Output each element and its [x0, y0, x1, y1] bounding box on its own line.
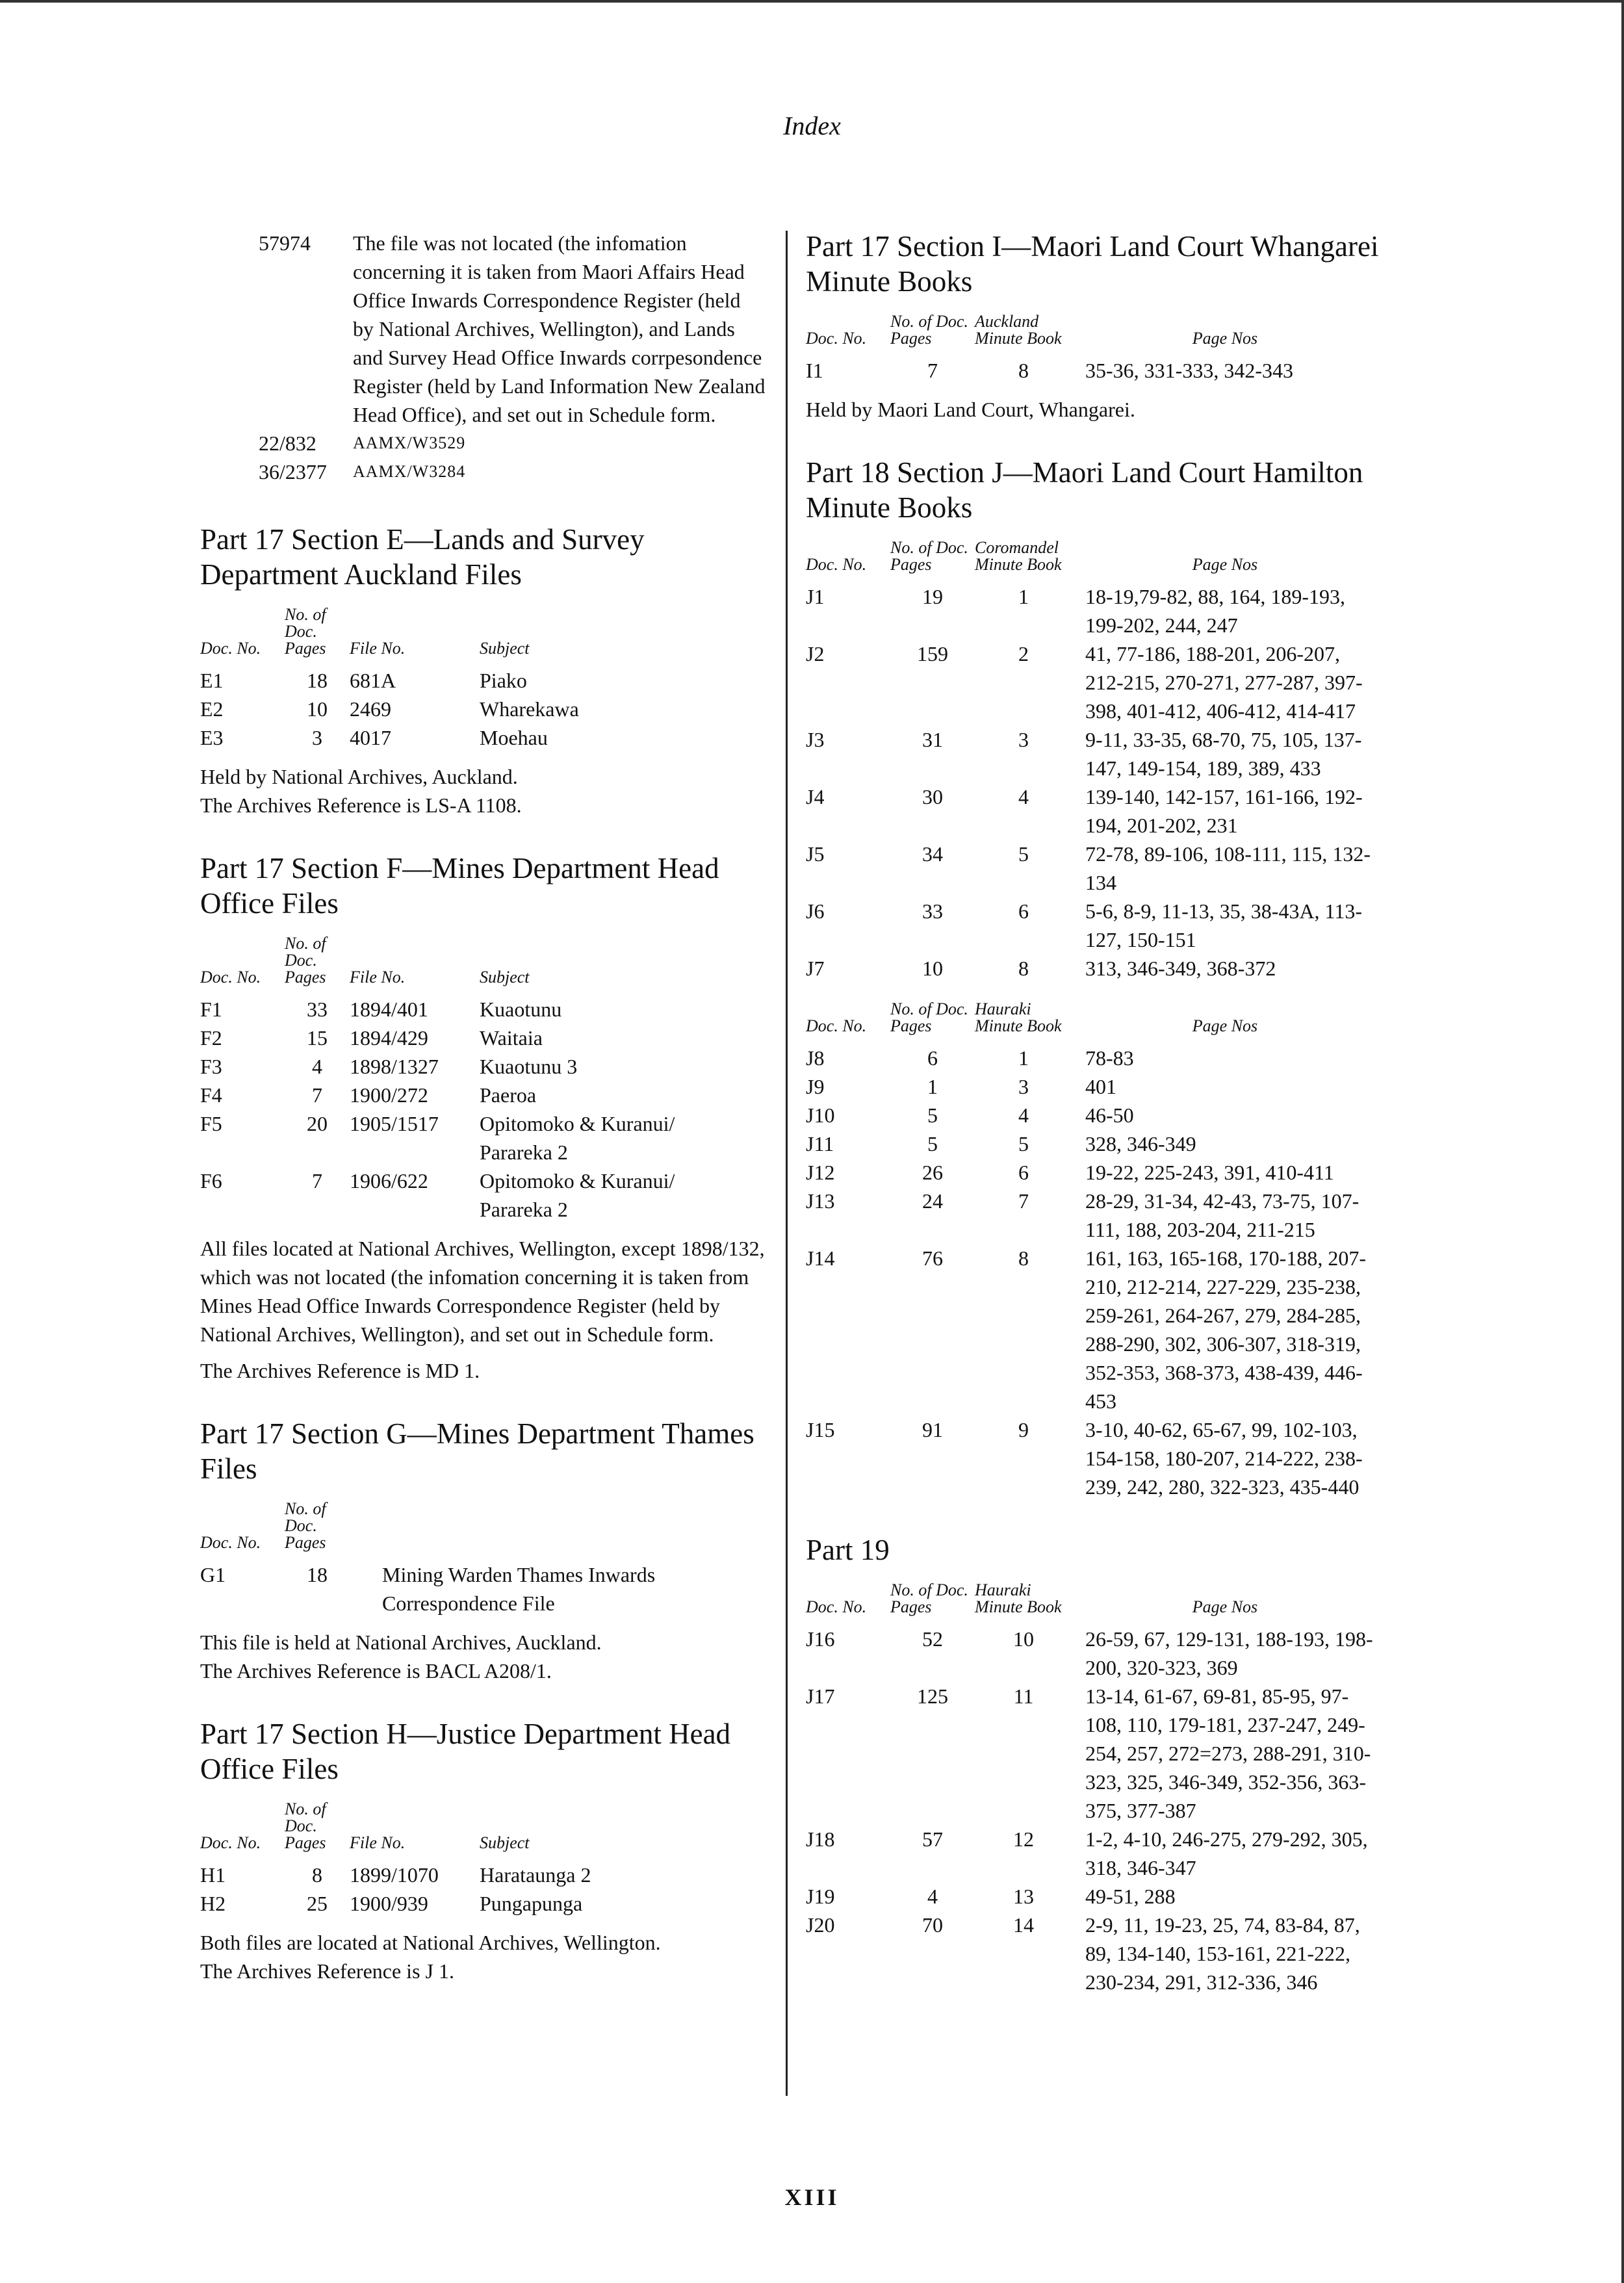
table-row	[806, 1911, 1378, 1996]
doc-no: J15	[806, 1418, 835, 1441]
section-note	[806, 395, 1404, 424]
subject: Wharekawa	[480, 697, 579, 721]
file-number: 36/2377	[259, 460, 327, 484]
pages: 26	[922, 1161, 943, 1184]
doc-no: J17	[806, 1684, 835, 1708]
file-no: 4017	[350, 726, 391, 749]
subject: Opitomoko & Kuranui/ Parareka 2	[480, 1112, 675, 1164]
section-e	[200, 522, 766, 819]
doc-no: I1	[806, 359, 823, 382]
minute-book-table	[806, 1582, 1378, 1996]
section-heading: Part 17 Section H—Justice Department Head Office Files	[200, 1718, 731, 1785]
table-row	[200, 995, 727, 1024]
note-line: Both files are located at National Archives, Wellington.	[200, 1931, 661, 1954]
file-entry	[259, 458, 766, 486]
header-doc-no: Doc. No.	[806, 555, 867, 574]
scan-edge-top	[0, 0, 1624, 3]
table-header-row	[200, 1501, 746, 1560]
doc-no: J5	[806, 842, 825, 866]
pages: 125	[917, 1684, 948, 1708]
table-row	[806, 954, 1378, 983]
doc-no: J19	[806, 1885, 835, 1908]
section-heading: Part 18 Section J—Maori Land Court Hamilton Minute Books	[806, 456, 1363, 524]
file-description: The file was not located (the infomation concerning it is taken from Maori Affairs Head Office Inwards Correspondence Register (held by National Archives, Wellington), and Lands and Survey Head Office Inwards corrpesondence Register (held by Land Information New Zealand Head Office), and set out in Schedule form.	[353, 231, 766, 426]
doc-no: J4	[806, 785, 825, 808]
doc-no: F5	[200, 1112, 222, 1135]
scan-edge-right	[1621, 0, 1624, 2283]
file-entry	[259, 229, 766, 429]
book: 11	[1013, 1684, 1034, 1708]
table-row	[806, 1244, 1378, 1415]
header-subject: Subject	[480, 1833, 530, 1852]
page-nos: 78-83	[1085, 1046, 1134, 1070]
table-row	[200, 1109, 727, 1167]
book: 6	[1018, 1161, 1029, 1184]
table-row	[200, 723, 727, 752]
header-pages: No. of Doc. Pages	[285, 605, 326, 658]
table-row	[806, 840, 1378, 897]
doc-no: J13	[806, 1189, 835, 1213]
file-no: 1899/1070	[350, 1863, 439, 1887]
files-table	[200, 606, 727, 752]
doc-no: J8	[806, 1046, 825, 1070]
section-note	[200, 1234, 766, 1385]
subject: Kuaotunu 3	[480, 1055, 578, 1078]
doc-no: J11	[806, 1132, 834, 1155]
table-row	[806, 1044, 1378, 1072]
doc-no: E1	[200, 669, 224, 692]
table-row	[806, 1882, 1378, 1911]
doc-no: J10	[806, 1103, 835, 1127]
page-nos: 35-36, 331-333, 342-343	[1085, 359, 1293, 382]
section-heading: Part 17 Section E—Lands and Survey Department Auckland Files	[200, 523, 645, 591]
book: 3	[1018, 728, 1029, 751]
header-file-no: File No.	[350, 1833, 406, 1852]
page-nos: 28-29, 31-34, 42-43, 73-75, 107-111, 188, 203-204, 211-215	[1085, 1189, 1360, 1241]
page-nos: 18-19,79-82, 88, 164, 189-193, 199-202, 244, 247	[1085, 585, 1345, 637]
pages: 33	[307, 998, 328, 1021]
header-book: Hauraki Minute Book	[975, 1000, 1062, 1035]
table-header-row	[200, 606, 727, 666]
header-pages: No. of Doc. Pages	[285, 934, 326, 987]
table-row	[806, 1415, 1378, 1501]
file-no: 1894/429	[350, 1026, 428, 1050]
file-no: 1900/939	[350, 1892, 428, 1915]
page-nos: 19-22, 225-243, 391, 410-411	[1085, 1161, 1334, 1184]
header-pages: No. of Doc. Pages	[890, 1580, 968, 1616]
pages: 31	[922, 728, 943, 751]
pages: 1	[927, 1075, 938, 1098]
page-nos: 2-9, 11, 19-23, 25, 74, 83-84, 87, 89, 134-140, 153-161, 221-222, 230-234, 291, 312-336, 346	[1085, 1913, 1360, 1994]
table-row	[806, 639, 1378, 725]
table-row	[200, 1081, 727, 1109]
page-nos: 313, 346-349, 368-372	[1085, 957, 1276, 980]
note-paragraph: All files located at National Archives, Wellington, except 1898/132, which was not located (the infomation concerning it is taken from Mines Head Office Inwards Correspondence Register (held by National Archives, Wellington), and set out in Schedule form.	[200, 1237, 765, 1346]
note-line: The Archives Reference is J 1.	[200, 1959, 454, 1983]
note-line: The Archives Reference is LS-A 1108.	[200, 793, 522, 817]
doc-no: F6	[200, 1169, 222, 1193]
header-file-no: File No.	[350, 968, 406, 987]
header-doc-no: Doc. No.	[200, 968, 261, 987]
pages: 18	[307, 669, 328, 692]
table-row	[200, 1167, 727, 1224]
table-row	[806, 1101, 1378, 1129]
header-page-nos: Page Nos	[1192, 1016, 1258, 1035]
section-g	[200, 1416, 766, 1685]
pages: 34	[922, 842, 943, 866]
doc-no: H1	[200, 1863, 226, 1887]
subject: Pungapunga	[480, 1892, 583, 1915]
page-nos: 9-11, 33-35, 68-70, 75, 105, 137-147, 149-154, 189, 389, 433	[1085, 728, 1362, 780]
section-heading: Part 17 Section I—Maori Land Court Whangarei Minute Books	[806, 230, 1379, 298]
column-divider	[786, 231, 788, 2096]
note-paragraph: The Archives Reference is MD 1.	[200, 1359, 480, 1382]
doc-no: G1	[200, 1563, 226, 1586]
files-table	[200, 1501, 746, 1618]
table-row	[806, 782, 1378, 840]
subject: Piako	[480, 669, 527, 692]
page-nos: 401	[1085, 1075, 1116, 1098]
file-no: 1905/1517	[350, 1112, 439, 1135]
header-page-nos: Page Nos	[1192, 1597, 1258, 1616]
pages: 91	[922, 1418, 943, 1441]
book: 5	[1018, 842, 1029, 866]
book: 9	[1018, 1418, 1029, 1441]
page-nos: 1-2, 4-10, 246-275, 279-292, 305, 318, 346-347	[1085, 1827, 1368, 1879]
section-note	[200, 1628, 766, 1685]
doc-no: J3	[806, 728, 825, 751]
section-heading: Part 17 Section F—Mines Department Head Office Files	[200, 852, 719, 920]
book: 14	[1013, 1913, 1034, 1937]
file-no: 681A	[350, 669, 396, 692]
top-file-list	[259, 229, 766, 486]
header-book: Auckland Minute Book	[975, 312, 1062, 348]
pages: 20	[307, 1112, 328, 1135]
pages: 7	[312, 1083, 322, 1107]
doc-no: E2	[200, 697, 224, 721]
doc-no: J12	[806, 1161, 835, 1184]
file-number: 57974	[259, 231, 311, 255]
page-nos: 328, 346-349	[1085, 1132, 1196, 1155]
table-row	[806, 582, 1378, 639]
section-heading: Part 17 Section G—Mines Department Thames Files	[200, 1417, 754, 1485]
table-row	[806, 1825, 1378, 1882]
pages: 76	[922, 1246, 943, 1270]
doc-no: J20	[806, 1913, 835, 1937]
page-nos: 46-50	[1085, 1103, 1134, 1127]
table-row	[806, 897, 1378, 954]
section-i	[806, 229, 1404, 424]
section-f	[200, 851, 766, 1385]
pages: 7	[312, 1169, 322, 1193]
header-doc-no: Doc. No.	[200, 1833, 261, 1852]
doc-no: J6	[806, 899, 825, 923]
note-line: This file is held at National Archives, Auckland.	[200, 1631, 602, 1654]
note-line: The Archives Reference is BACL A208/1.	[200, 1659, 552, 1683]
header-pages: No. of Doc. Pages	[285, 1499, 326, 1552]
book: 12	[1013, 1827, 1034, 1851]
pages: 10	[307, 697, 328, 721]
pages: 57	[922, 1827, 943, 1851]
book: 8	[1018, 957, 1029, 980]
book: 6	[1018, 899, 1029, 923]
pages: 7	[927, 359, 938, 382]
pages: 70	[922, 1913, 943, 1937]
right-column	[806, 229, 1404, 2028]
table-row	[200, 666, 727, 695]
header-doc-no: Doc. No.	[806, 329, 867, 348]
book: 4	[1018, 785, 1029, 808]
pages: 10	[922, 957, 943, 980]
subject: Harataunga 2	[480, 1863, 591, 1887]
table-header-row	[200, 935, 727, 995]
pages: 25	[307, 1892, 328, 1915]
table-row	[200, 695, 727, 723]
header-doc-no: Doc. No.	[200, 1533, 261, 1552]
file-no: 1898/1327	[350, 1055, 439, 1078]
doc-no: F2	[200, 1026, 222, 1050]
table-row	[200, 1889, 727, 1918]
page-nos: 161, 163, 165-168, 170-188, 207-210, 212-214, 227-229, 235-238, 259-261, 264-267, 279, 284-285, 288-290, 302, 306-307, 318-319, 352-353, 368-373, 438-439, 446-453	[1085, 1246, 1366, 1413]
section-note	[200, 1928, 766, 1985]
doc-no: J1	[806, 585, 825, 608]
table-header-row	[806, 539, 1378, 582]
file-no: 2469	[350, 697, 391, 721]
pages: 159	[917, 642, 948, 665]
table-row	[806, 1072, 1378, 1101]
pages: 4	[312, 1055, 322, 1078]
table-row	[200, 1861, 727, 1889]
running-head: Index	[783, 111, 841, 140]
header-file-no: File No.	[350, 639, 406, 658]
page-nos: 5-6, 8-9, 11-13, 35, 38-43A, 113-127, 150-151	[1085, 899, 1363, 951]
doc-no: F4	[200, 1083, 222, 1107]
section-note	[200, 762, 766, 819]
table-header-row	[806, 1001, 1378, 1044]
subject: Mining Warden Thames Inwards Correspondence File	[382, 1563, 656, 1615]
note-line: Held by National Archives, Auckland.	[200, 765, 518, 788]
pages: 19	[922, 585, 943, 608]
pages: 4	[927, 1885, 938, 1908]
file-entry	[259, 429, 766, 458]
book: 5	[1018, 1132, 1029, 1155]
minute-book-table	[806, 539, 1378, 1501]
pages: 30	[922, 785, 943, 808]
files-table	[200, 935, 727, 1224]
pages: 33	[922, 899, 943, 923]
file-description: AAMX/W3529	[353, 433, 466, 452]
file-number: 22/832	[259, 432, 316, 455]
page-nos: 72-78, 89-106, 108-111, 115, 132-134	[1085, 842, 1371, 894]
header-pages: No. of Doc. Pages	[890, 312, 968, 348]
header-pages: No. of Doc. Pages	[890, 1000, 968, 1035]
pages: 5	[927, 1132, 938, 1155]
left-column	[200, 229, 766, 2017]
header-subject: Subject	[480, 639, 530, 658]
table-row	[200, 1052, 727, 1081]
table-header-row	[806, 1582, 1378, 1625]
doc-no: H2	[200, 1892, 226, 1915]
table-row	[200, 1024, 727, 1052]
doc-no: F3	[200, 1055, 222, 1078]
subject: Paeroa	[480, 1083, 537, 1107]
page-nos: 13-14, 61-67, 69-81, 85-95, 97-108, 110, 179-181, 237-247, 249-254, 257, 272=273, 288-291, 310-323, 325, 346-349, 352-356, 363-375, 377-387	[1085, 1684, 1371, 1822]
pages: 52	[922, 1627, 943, 1651]
doc-no: J18	[806, 1827, 835, 1851]
section-h	[200, 1716, 766, 1985]
table-row	[806, 725, 1378, 782]
doc-no: E3	[200, 726, 224, 749]
file-no: 1900/272	[350, 1083, 428, 1107]
header-pages: No. of Doc. Pages	[890, 538, 968, 574]
doc-no: J16	[806, 1627, 835, 1651]
book: 1	[1018, 585, 1029, 608]
book: 13	[1013, 1885, 1034, 1908]
table-header-row	[200, 1801, 727, 1861]
header-doc-no: Doc. No.	[806, 1016, 867, 1035]
part-19	[806, 1532, 1404, 1996]
table-header-row	[806, 313, 1378, 356]
doc-no: F1	[200, 998, 222, 1021]
page-nos: 139-140, 142-157, 161-166, 192-194, 201-202, 231	[1085, 785, 1363, 837]
pages: 15	[307, 1026, 328, 1050]
table-row	[806, 356, 1378, 385]
subject: Moehau	[480, 726, 548, 749]
pages: 5	[927, 1103, 938, 1127]
files-table	[200, 1801, 727, 1918]
pages: 6	[927, 1046, 938, 1070]
minute-book-table	[806, 313, 1378, 385]
header-blank	[350, 1501, 746, 1560]
header-book: Coromandel Minute Book	[975, 538, 1062, 574]
spacer-row	[806, 983, 1378, 1001]
book: 2	[1018, 642, 1029, 665]
header-pages: No. of Doc. Pages	[285, 1799, 326, 1852]
header-subject: Subject	[480, 968, 530, 987]
book: 8	[1018, 1246, 1029, 1270]
page-nos: 41, 77-186, 188-201, 206-207, 212-215, 270-271, 277-287, 397-398, 401-412, 406-412, 414-417	[1085, 642, 1363, 723]
header-doc-no: Doc. No.	[200, 639, 261, 658]
book: 4	[1018, 1103, 1029, 1127]
file-no: 1894/401	[350, 998, 428, 1021]
table-row	[806, 1187, 1378, 1244]
page-nos: 49-51, 288	[1085, 1885, 1176, 1908]
table-row	[200, 1560, 746, 1618]
page-nos: 26-59, 67, 129-131, 188-193, 198-200, 320-323, 369	[1085, 1627, 1373, 1679]
header-page-nos: Page Nos	[1192, 329, 1258, 348]
subject: Opitomoko & Kuranui/ Parareka 2	[480, 1169, 675, 1221]
pages: 3	[312, 726, 322, 749]
section-heading: Part 19	[806, 1534, 890, 1566]
doc-no: J9	[806, 1075, 825, 1098]
book: 1	[1018, 1046, 1029, 1070]
doc-no: J14	[806, 1246, 835, 1270]
table-row	[806, 1625, 1378, 1682]
book: 3	[1018, 1075, 1029, 1098]
table-row	[806, 1158, 1378, 1187]
header-doc-no: Doc. No.	[806, 1597, 867, 1616]
table-row	[806, 1682, 1378, 1825]
page-number: XIII	[784, 2184, 840, 2210]
file-description: AAMX/W3284	[353, 462, 466, 481]
header-page-nos: Page Nos	[1192, 555, 1258, 574]
page-nos: 3-10, 40-62, 65-67, 99, 102-103, 154-158, 180-207, 214-222, 238-239, 242, 280, 322-323, 435-440	[1085, 1418, 1363, 1499]
book: 8	[1018, 359, 1029, 382]
pages: 18	[307, 1563, 328, 1586]
header-book: Hauraki Minute Book	[975, 1580, 1062, 1616]
section-j	[806, 455, 1404, 1501]
book: 7	[1018, 1189, 1029, 1213]
table-row	[806, 1129, 1378, 1158]
doc-no: J7	[806, 957, 825, 980]
file-no: 1906/622	[350, 1169, 428, 1193]
subject: Kuaotunu	[480, 998, 562, 1021]
book: 10	[1013, 1627, 1034, 1651]
pages: 8	[312, 1863, 322, 1887]
note-line: Held by Maori Land Court, Whangarei.	[806, 398, 1135, 421]
pages: 24	[922, 1189, 943, 1213]
subject: Waitaia	[480, 1026, 543, 1050]
doc-no: J2	[806, 642, 825, 665]
